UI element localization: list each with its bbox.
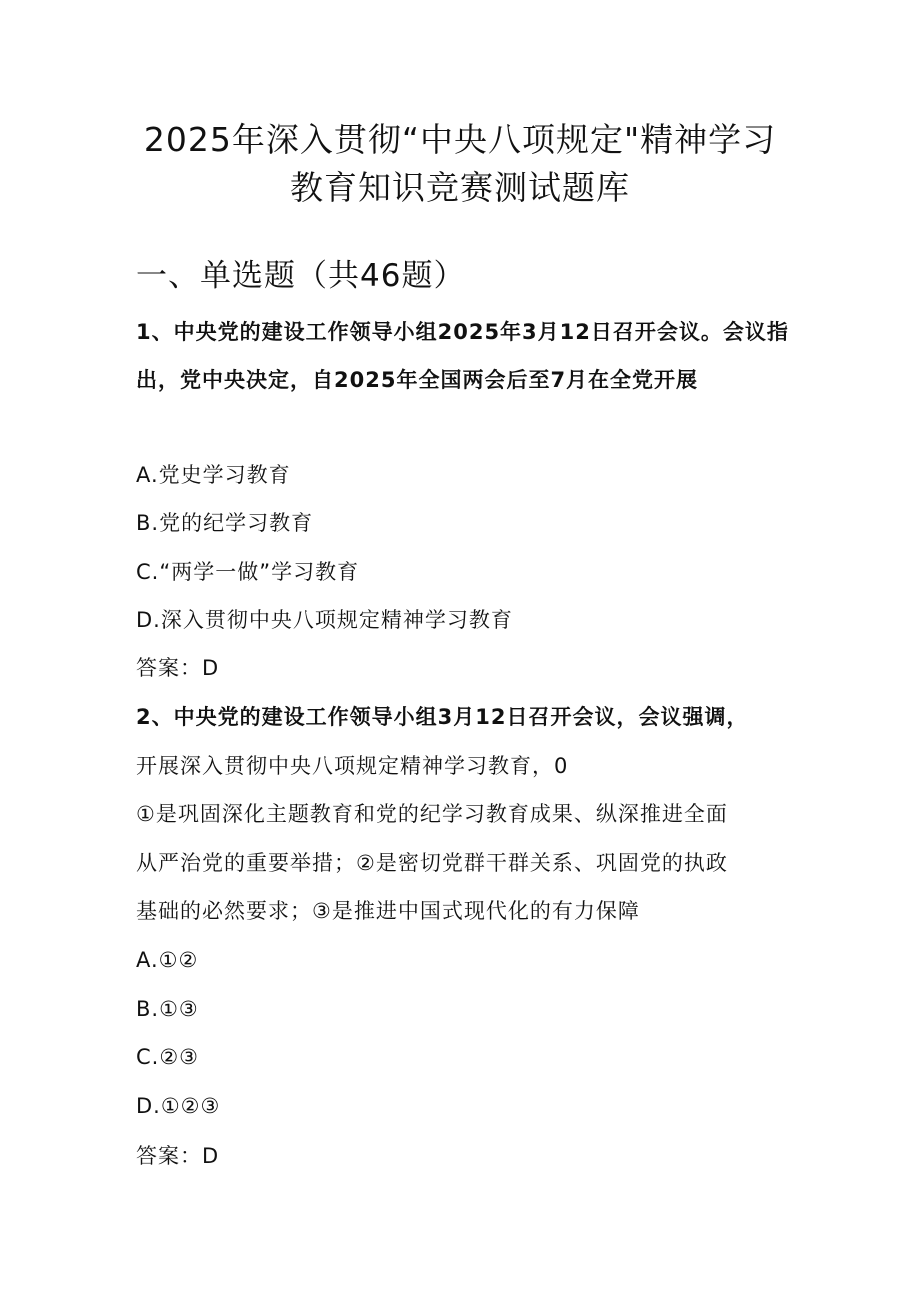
section-heading: 一、单选题（共46题） (136, 258, 466, 294)
question-1-option-b: B.党的纪学习教育 (136, 511, 314, 535)
question-1-answer: 答案：D (136, 656, 220, 680)
question-2-answer: 答案：D (136, 1144, 220, 1168)
question-2-stem-line-2: 开展深入贯彻中央八项规定精神学习教育，0 (136, 754, 569, 778)
question-1-option-d: D.深入贯彻中央八项规定精神学习教育 (136, 608, 513, 632)
document-title-line-1: 2025年深入贯彻“中央八项规定"精神学习 (143, 120, 777, 159)
question-1-option-a: A.党史学习教育 (136, 463, 291, 487)
question-2-stem-line-5: 基础的必然要求；③是推进中国式现代化的有力保障 (136, 899, 640, 923)
question-2-option-b: B.①③ (136, 997, 199, 1021)
question-2-option-d: D.①②③ (136, 1094, 221, 1118)
question-2-stem-line-4: 从严治党的重要举措；②是密切党群干群关系、巩固党的执政 (136, 851, 728, 875)
question-1-stem-line-2: 出，党中央决定，自2025年全国两会后至7月在全党开展 (136, 368, 699, 392)
question-2-stem-line-3: ①是巩固深化主题教育和党的纪学习教育成果、纵深推进全面 (136, 802, 728, 826)
question-1-stem-line-1: 1、中央党的建设工作领导小组2025年3月12日召开会议。会议指 (136, 320, 789, 344)
document-title-line-2: 教育知识竞赛测试题库 (290, 168, 630, 207)
question-1-option-c: C.“两学一做”学习教育 (136, 560, 360, 584)
question-2-option-a: A.①② (136, 948, 199, 972)
question-2-option-c: C.②③ (136, 1045, 199, 1069)
question-2-stem-line-1: 2、中央党的建设工作领导小组3月12日召开会议，会议强调， (136, 705, 749, 729)
